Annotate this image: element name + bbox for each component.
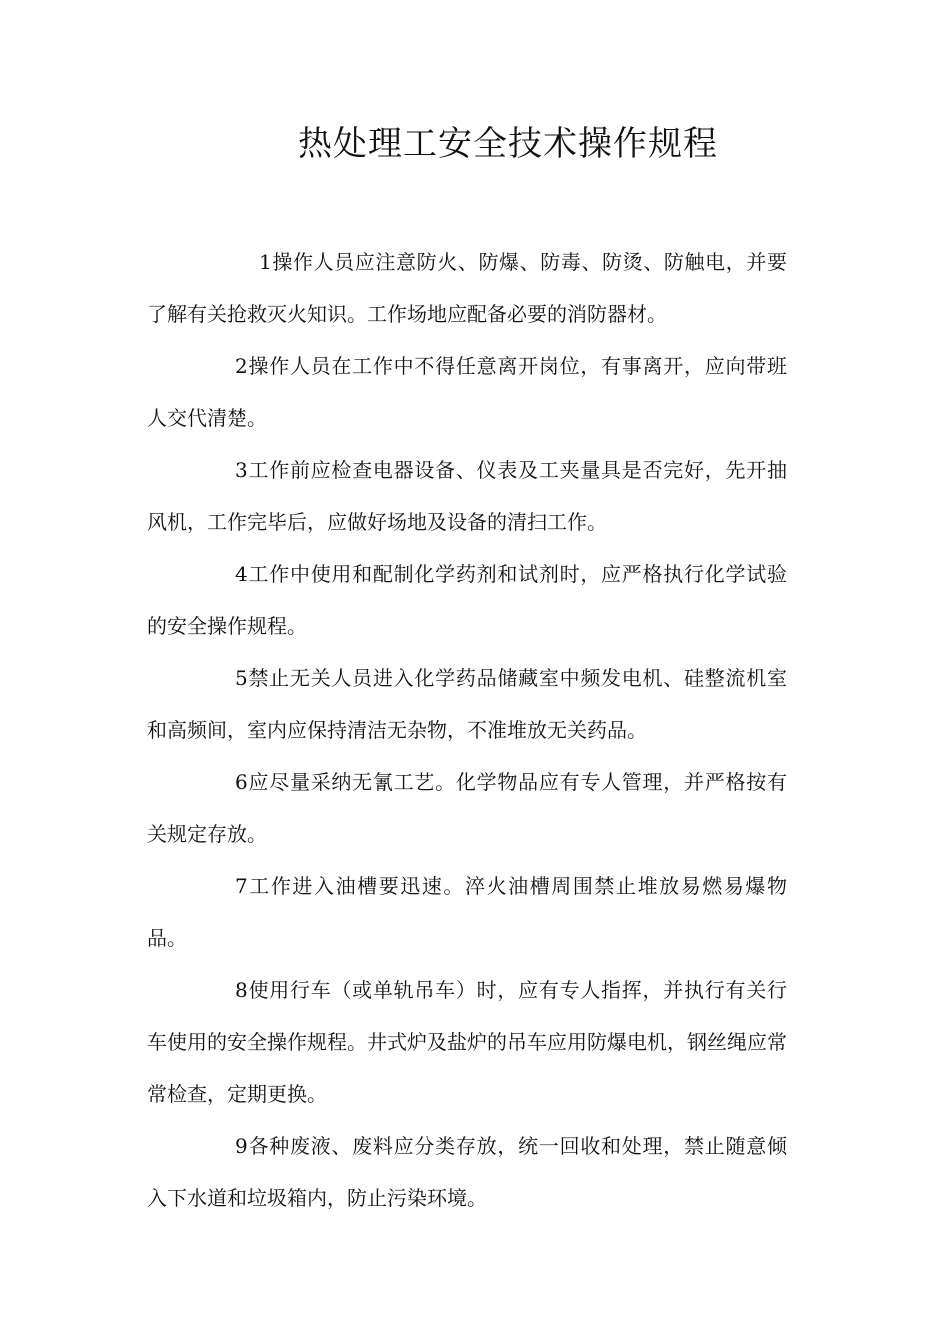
- paragraph-4: 4工作中使用和配制化学药剂和试剂时，应严格执行化学试验的安全操作规程。: [147, 562, 787, 638]
- paragraph-7: 7工作进入油槽要迅速。淬火油槽周围禁止堆放易燃易爆物品。: [147, 874, 787, 950]
- paragraph-9: 9各种废液、废料应分类存放，统一回收和处理，禁止随意倾入下水道和垃圾箱内，防止污染环境。: [147, 1134, 787, 1210]
- document-title: 热处理工安全技术操作规程: [298, 124, 718, 164]
- paragraph-5: 5禁止无关人员进入化学药品储藏室中频发电机、硅整流机室和高频间，室内应保持清洁无杂物，不准堆放无关药品。: [147, 666, 787, 742]
- paragraph-8: 8使用行车（或单轨吊车）时，应有专人指挥，并执行有关行车使用的安全操作规程。井式炉及盐炉的吊车应用防爆电机，钢丝绳应常常检查，定期更换。: [147, 978, 787, 1106]
- paragraph-1: 1操作人员应注意防火、防爆、防毒、防烫、防触电，并要了解有关抢救灭火知识。工作场地应配备必要的消防器材。: [147, 250, 787, 326]
- paragraph-3: 3工作前应检查电器设备、仪表及工夹量具是否完好，先开抽风机，工作完毕后，应做好场地及设备的清扫工作。: [147, 458, 787, 534]
- paragraph-2: 2操作人员在工作中不得任意离开岗位，有事离开，应向带班人交代清楚。: [147, 354, 787, 430]
- document-body: [147, 236, 787, 1224]
- paragraph-6: 6应尽量采纳无氰工艺。化学物品应有专人管理，并严格按有关规定存放。: [147, 770, 787, 846]
